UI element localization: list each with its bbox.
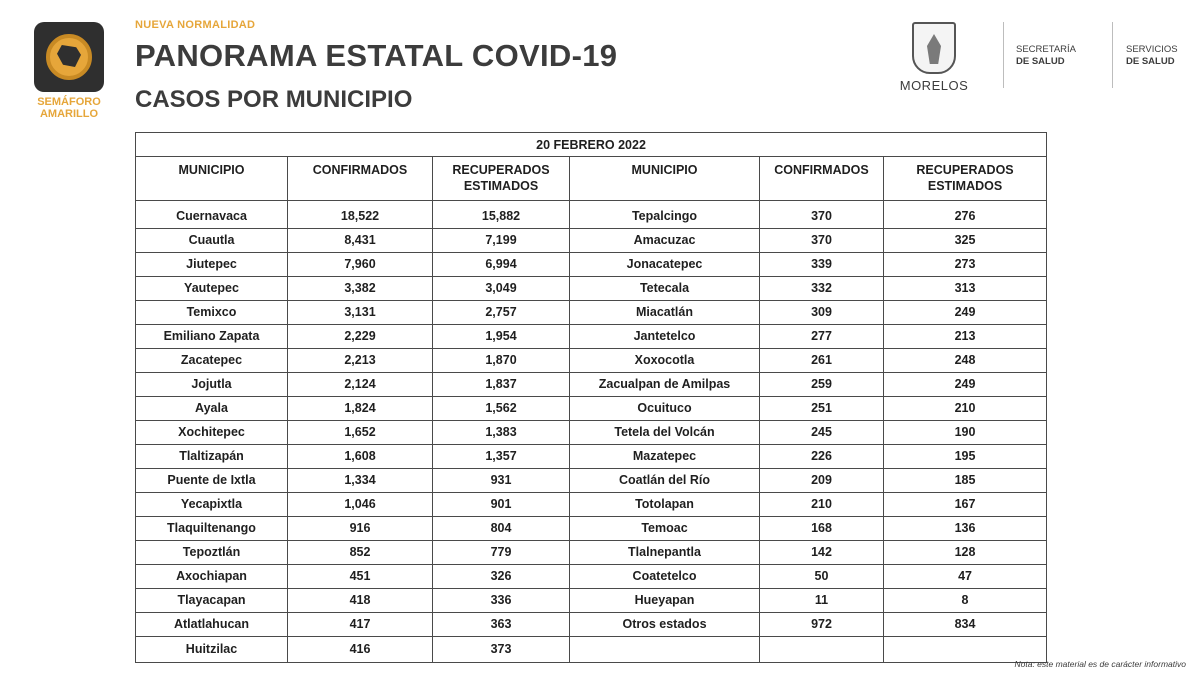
cell-municipio: Amacuzac	[570, 229, 760, 253]
cell-confirmados: 1,652	[288, 421, 433, 445]
cell-recuperados: 15,882	[433, 201, 570, 229]
cell-municipio: Hueyapan	[570, 589, 760, 613]
cell-recuperados: 249	[884, 373, 1047, 397]
cell-recuperados: 8	[884, 589, 1047, 613]
page-subtitle: CASOS POR MUNICIPIO	[135, 86, 413, 113]
cell-confirmados: 3,131	[288, 301, 433, 325]
cell-recuperados: 326	[433, 565, 570, 589]
cell-municipio: Totolapan	[570, 493, 760, 517]
table-row	[136, 349, 1047, 373]
cell-confirmados: 1,334	[288, 469, 433, 493]
cell-confirmados: 245	[760, 421, 884, 445]
cell-confirmados: 1,824	[288, 397, 433, 421]
cell-municipio: Temoac	[570, 517, 760, 541]
cell-confirmados: 3,382	[288, 277, 433, 301]
cell-confirmados: 370	[760, 229, 884, 253]
cell-municipio: Yautepec	[136, 277, 288, 301]
page-title: PANORAMA ESTATAL COVID-19	[135, 38, 618, 73]
col-confirmados: CONFIRMADOS	[760, 157, 884, 201]
cell-municipio: Tepoztlán	[136, 541, 288, 565]
footnote: Nota: este material es de carácter informativo	[1014, 659, 1186, 669]
cell-recuperados: 373	[433, 637, 570, 663]
table-row	[136, 493, 1047, 517]
cell-confirmados: 916	[288, 517, 433, 541]
cell-municipio: Mazatepec	[570, 445, 760, 469]
cell-recuperados: 1,870	[433, 349, 570, 373]
cell-recuperados: 213	[884, 325, 1047, 349]
divider	[1112, 22, 1113, 88]
cell-recuperados: 190	[884, 421, 1047, 445]
cell-recuperados: 128	[884, 541, 1047, 565]
cell-confirmados: 259	[760, 373, 884, 397]
cell-confirmados: 417	[288, 613, 433, 637]
table-row	[136, 229, 1047, 253]
cell-municipio: Jantetelco	[570, 325, 760, 349]
table-row	[136, 541, 1047, 565]
table-row	[136, 469, 1047, 493]
report-date: 20 FEBRERO 2022	[136, 133, 1047, 157]
table-row	[136, 517, 1047, 541]
coat-of-arms-icon	[912, 22, 956, 74]
cell-confirmados: 416	[288, 637, 433, 663]
cell-recuperados: 1,954	[433, 325, 570, 349]
cell-municipio: Tlaltizapán	[136, 445, 288, 469]
cell-confirmados	[760, 637, 884, 663]
cell-recuperados: 313	[884, 277, 1047, 301]
cell-municipio: Xochitepec	[136, 421, 288, 445]
cell-confirmados: 18,522	[288, 201, 433, 229]
cell-municipio: Otros estados	[570, 613, 760, 637]
cell-recuperados: 1,837	[433, 373, 570, 397]
table-row	[136, 397, 1047, 421]
cell-confirmados: 11	[760, 589, 884, 613]
cell-confirmados: 2,124	[288, 373, 433, 397]
table-row	[136, 445, 1047, 469]
cell-confirmados: 309	[760, 301, 884, 325]
semaforo-label: SEMÁFORO AMARILLO	[37, 96, 101, 120]
cell-municipio: Temixco	[136, 301, 288, 325]
cell-recuperados: 336	[433, 589, 570, 613]
cell-recuperados: 185	[884, 469, 1047, 493]
cell-municipio: Jojutla	[136, 373, 288, 397]
cell-recuperados: 325	[884, 229, 1047, 253]
cell-confirmados: 277	[760, 325, 884, 349]
table-row	[136, 301, 1047, 325]
cell-recuperados: 1,383	[433, 421, 570, 445]
table-row	[136, 325, 1047, 349]
col-recuperados: RECUPERADOS ESTIMADOS	[433, 157, 570, 201]
cell-municipio: Ayala	[136, 397, 288, 421]
cell-municipio: Tetela del Volcán	[570, 421, 760, 445]
cell-municipio: Yecapixtla	[136, 493, 288, 517]
cell-confirmados: 142	[760, 541, 884, 565]
cell-confirmados: 251	[760, 397, 884, 421]
cell-recuperados: 249	[884, 301, 1047, 325]
cell-confirmados: 1,608	[288, 445, 433, 469]
cell-municipio: Tlaquiltenango	[136, 517, 288, 541]
table-row	[136, 201, 1047, 229]
cell-municipio: Ocuituco	[570, 397, 760, 421]
cell-confirmados: 418	[288, 589, 433, 613]
col-confirmados: CONFIRMADOS	[288, 157, 433, 201]
cell-recuperados: 6,994	[433, 253, 570, 277]
cell-municipio: Jiutepec	[136, 253, 288, 277]
cell-municipio: Tetecala	[570, 277, 760, 301]
cell-recuperados: 7,199	[433, 229, 570, 253]
table-row	[136, 277, 1047, 301]
col-municipio: MUNICIPIO	[570, 157, 760, 201]
cell-municipio: Axochiapan	[136, 565, 288, 589]
kicker: NUEVA NORMALIDAD	[135, 19, 256, 31]
cell-recuperados: 3,049	[433, 277, 570, 301]
table-row	[136, 421, 1047, 445]
cell-recuperados: 804	[433, 517, 570, 541]
cell-confirmados: 226	[760, 445, 884, 469]
cell-confirmados: 1,046	[288, 493, 433, 517]
cell-municipio: Puente de Ixtla	[136, 469, 288, 493]
cell-recuperados: 901	[433, 493, 570, 517]
table-row	[136, 637, 1047, 663]
cell-municipio: Tepalcingo	[570, 201, 760, 229]
cell-municipio: Tlayacapan	[136, 589, 288, 613]
traffic-light-icon	[34, 22, 104, 92]
cell-municipio: Jonacatepec	[570, 253, 760, 277]
cell-recuperados: 276	[884, 201, 1047, 229]
cell-recuperados: 248	[884, 349, 1047, 373]
cell-recuperados: 363	[433, 613, 570, 637]
cell-confirmados: 972	[760, 613, 884, 637]
cell-recuperados: 931	[433, 469, 570, 493]
morelos-logo: MORELOS	[898, 22, 970, 93]
agency-secretaria-salud: SECRETARÍA DE SALUD	[1016, 44, 1077, 67]
cell-municipio	[570, 637, 760, 663]
agency-servicios-salud: SERVICIOS DE SALUD	[1126, 44, 1178, 67]
cell-municipio: Coatlán del Río	[570, 469, 760, 493]
cell-recuperados: 47	[884, 565, 1047, 589]
cell-recuperados: 2,757	[433, 301, 570, 325]
cell-confirmados: 50	[760, 565, 884, 589]
cell-recuperados: 210	[884, 397, 1047, 421]
cell-recuperados: 136	[884, 517, 1047, 541]
cell-confirmados: 451	[288, 565, 433, 589]
cell-municipio: Emiliano Zapata	[136, 325, 288, 349]
table-row	[136, 565, 1047, 589]
cell-confirmados: 209	[760, 469, 884, 493]
cell-municipio: Zacualpan de Amilpas	[570, 373, 760, 397]
col-recuperados: RECUPERADOS ESTIMADOS	[884, 157, 1047, 201]
semaforo-badge	[34, 22, 104, 120]
cell-municipio: Coatetelco	[570, 565, 760, 589]
cell-confirmados: 852	[288, 541, 433, 565]
cell-confirmados: 8,431	[288, 229, 433, 253]
cell-recuperados: 195	[884, 445, 1047, 469]
cell-recuperados: 167	[884, 493, 1047, 517]
cell-confirmados: 339	[760, 253, 884, 277]
table-row	[136, 253, 1047, 277]
cell-recuperados: 1,562	[433, 397, 570, 421]
cell-recuperados: 779	[433, 541, 570, 565]
cell-confirmados: 210	[760, 493, 884, 517]
cell-recuperados: 1,357	[433, 445, 570, 469]
cell-municipio: Miacatlán	[570, 301, 760, 325]
cell-confirmados: 2,213	[288, 349, 433, 373]
cases-table	[135, 132, 1047, 663]
table-row	[136, 373, 1047, 397]
cell-confirmados: 261	[760, 349, 884, 373]
cell-confirmados: 7,960	[288, 253, 433, 277]
col-municipio: MUNICIPIO	[136, 157, 288, 201]
cell-recuperados: 273	[884, 253, 1047, 277]
cell-confirmados: 370	[760, 201, 884, 229]
cell-municipio: Zacatepec	[136, 349, 288, 373]
cell-municipio: Huitzilac	[136, 637, 288, 663]
table-row	[136, 613, 1047, 637]
table-row	[136, 589, 1047, 613]
cell-municipio: Xoxocotla	[570, 349, 760, 373]
cell-municipio: Tlalnepantla	[570, 541, 760, 565]
divider	[1003, 22, 1004, 88]
cell-municipio: Atlatlahucan	[136, 613, 288, 637]
cell-municipio: Cuautla	[136, 229, 288, 253]
cell-confirmados: 168	[760, 517, 884, 541]
cell-confirmados: 2,229	[288, 325, 433, 349]
cell-municipio: Cuernavaca	[136, 201, 288, 229]
cell-confirmados: 332	[760, 277, 884, 301]
cell-recuperados: 834	[884, 613, 1047, 637]
